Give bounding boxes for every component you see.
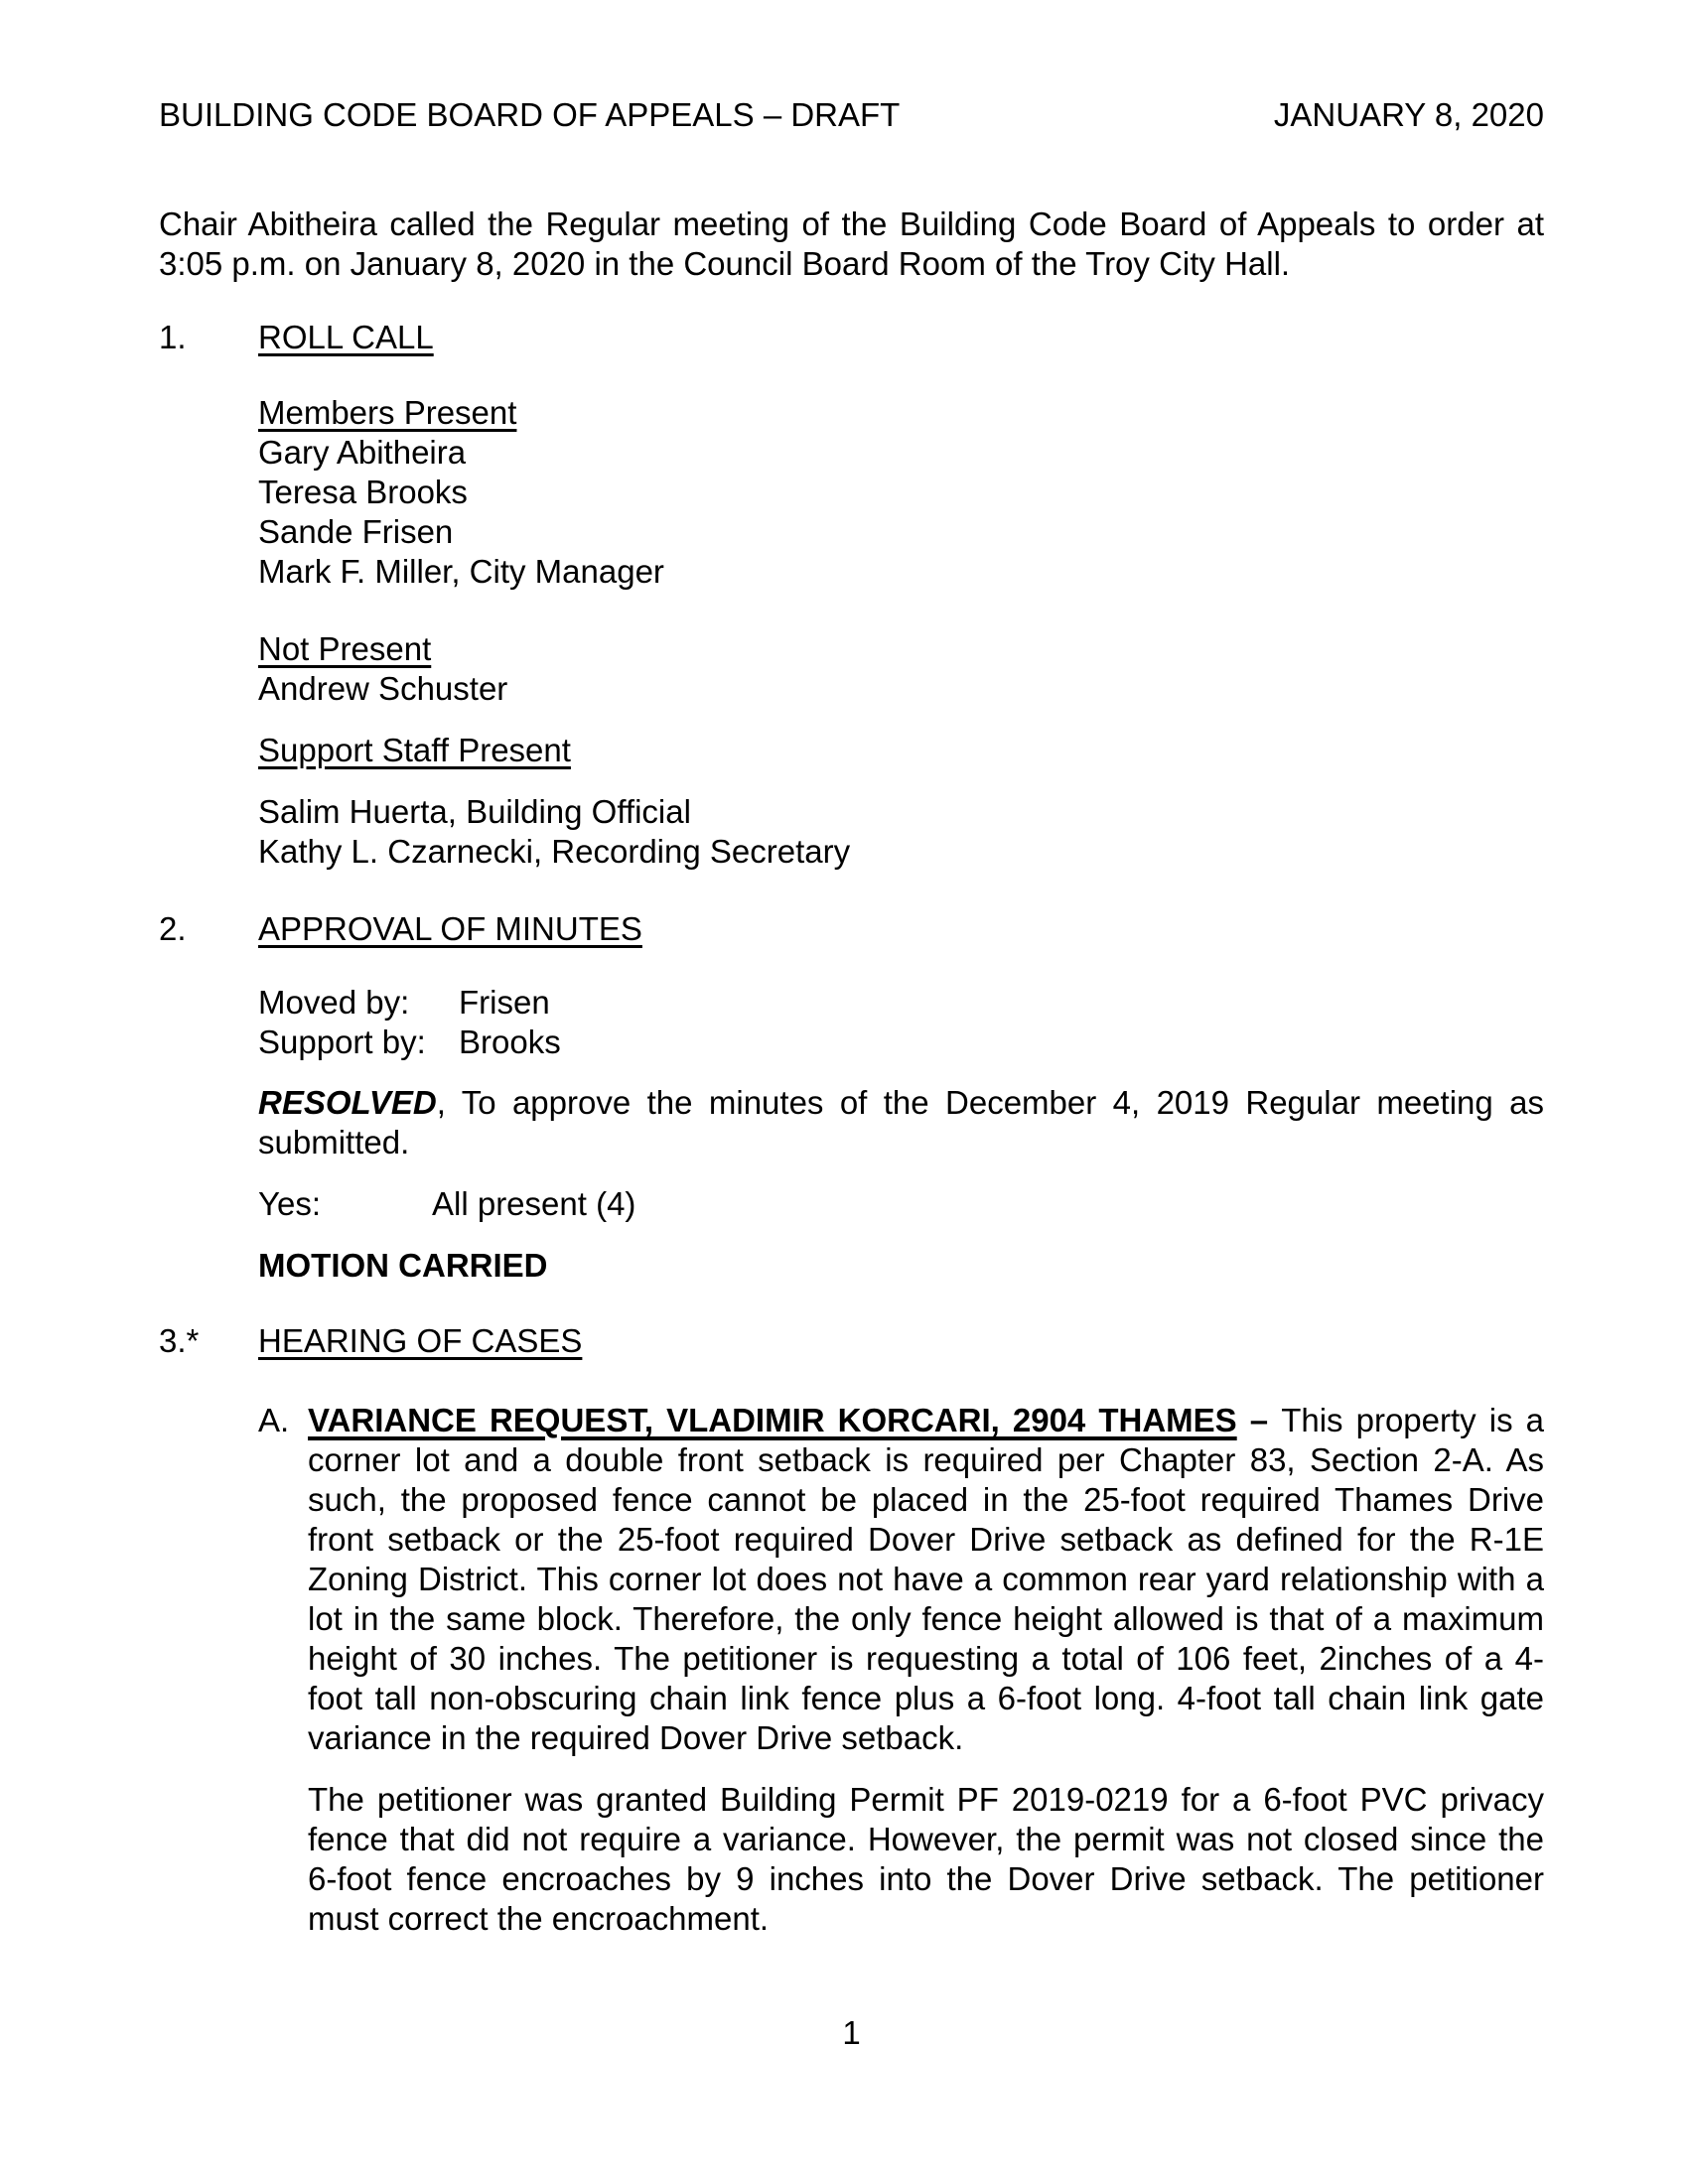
member-name: Sande Frisen [258, 513, 454, 550]
intro-paragraph: Chair Abitheira called the Regular meeting of the Building Code Board of Appeals to order at 3:05 p.m. on January 8, 2020 in the Council Board Room of the Troy City Hall. [159, 205, 1544, 282]
section-2-number: 2. [159, 910, 187, 947]
moved-by-value: Frisen [459, 984, 550, 1021]
support-staff-heading: Support Staff Present [258, 732, 571, 768]
document-body [159, 95, 1544, 2053]
not-present-group [258, 629, 1544, 709]
section-2-heading [159, 909, 1544, 949]
vote-row [258, 1184, 1544, 1224]
members-present-heading: Members Present [258, 394, 517, 431]
motion-result: MOTION CARRIED [258, 1247, 548, 1284]
section-1-number: 1. [159, 319, 187, 355]
support-by-label: Support by: [258, 1024, 426, 1060]
support-staff-group [258, 792, 1544, 872]
vote-label: Yes: [258, 1185, 322, 1222]
support-staff-heading-block [258, 731, 1544, 770]
vote-value: All present (4) [432, 1185, 636, 1222]
members-present-group [258, 393, 1544, 592]
case-a-title: VARIANCE REQUEST, VLADIMIR KORCARI, 2904 THAMES [308, 1402, 1237, 1438]
resolved-keyword: RESOLVED [258, 1084, 437, 1121]
case-a-paragraph-2: The petitioner was granted Building Permit PF 2019-0219 for a 6-foot PVC privacy fence that did not require a variance. However, the permit was not closed since the 6-foot fence encroaches by 9 inches into the Dover Drive setback. The petitioner must correct the encroachment. [308, 1781, 1544, 1937]
page-number: 1 [842, 2014, 861, 2051]
header-date: JANUARY 8, 2020 [1273, 96, 1544, 133]
section-1-heading [159, 318, 1544, 357]
case-a-letter: A. [258, 1402, 290, 1438]
header-title: BUILDING CODE BOARD OF APPEALS – DRAFT [159, 96, 901, 133]
staff-name: Kathy L. Czarnecki, Recording Secretary [258, 833, 851, 870]
resolved-text: , To approve the minutes of the December 4, 2019 Regular meeting as submitted. [258, 1084, 1544, 1160]
section-3-title: HEARING OF CASES [258, 1322, 583, 1359]
member-name: Gary Abitheira [258, 434, 467, 471]
support-by-value: Brooks [459, 1024, 561, 1060]
motion-rows [258, 983, 1544, 1062]
page-header [159, 95, 1544, 135]
staff-name: Salim Huerta, Building Official [258, 793, 691, 830]
section-3-number: 3.* [159, 1322, 200, 1359]
resolved-paragraph [258, 1083, 1544, 1162]
section-2-title: APPROVAL OF MINUTES [258, 910, 642, 947]
case-a-paragraph-1 [308, 1401, 1544, 1758]
moved-by-label: Moved by: [258, 984, 410, 1021]
case-a-dash: – [1236, 1402, 1282, 1438]
case-a [258, 1401, 1544, 1758]
case-a-body-text: This property is a corner lot and a double front setback is required per Chapter 83, Section 2-A. As such, the proposed fence cannot be placed in the 25-foot required Thames Drive front setback or the 25-foot required Dover Drive setback as defined for the R-1E Zoning District. This corner lot does not have a common rear yard relationship with a lot in the same block. Therefore, the only fence height allowed is that of a maximum height of 30 inches. The petitioner is requesting a total of 106 feet, 2inches of a 4-foot tall non-obscuring chain link fence plus a 6-foot long. 4-foot tall chain link gate variance in the required Dover Drive setback. [308, 1402, 1544, 1756]
moved-by-row [258, 983, 1544, 1023]
member-name: Teresa Brooks [258, 474, 468, 510]
section-1-title: ROLL CALL [258, 319, 434, 355]
section-3-heading [159, 1321, 1544, 1361]
member-name: Mark F. Miller, City Manager [258, 553, 664, 590]
member-name: Andrew Schuster [258, 670, 508, 707]
not-present-heading: Not Present [258, 630, 432, 667]
support-by-row [258, 1023, 1544, 1062]
